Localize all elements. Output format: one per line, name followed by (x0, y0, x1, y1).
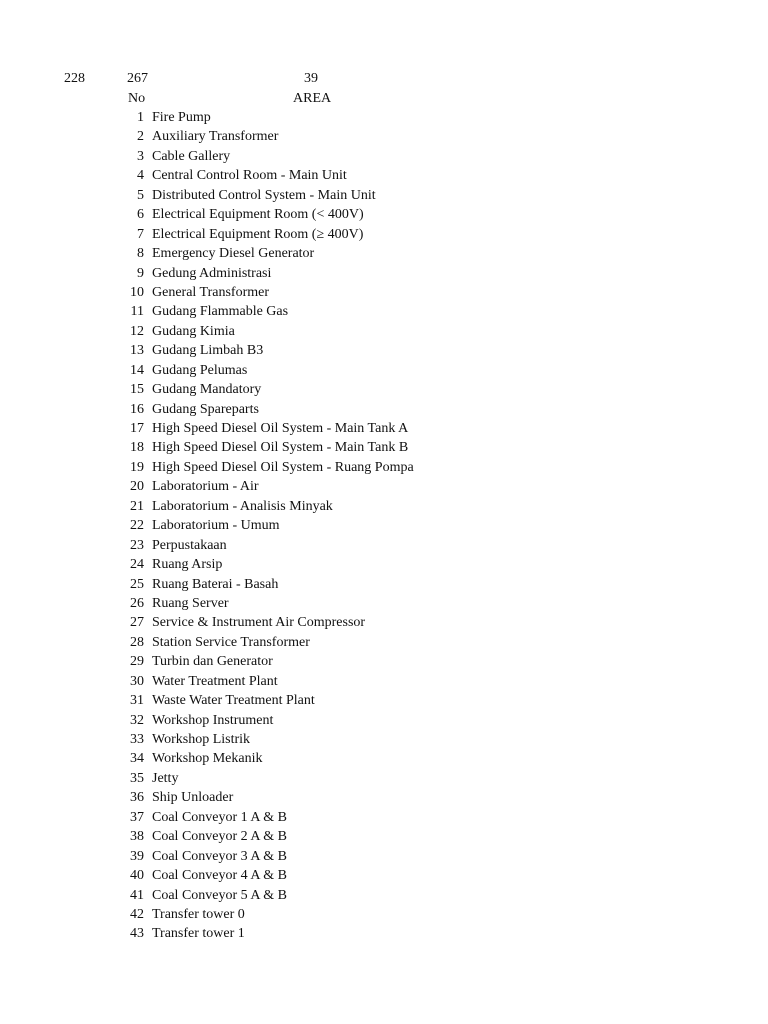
row-area-name: Perpustakaan (152, 537, 227, 553)
list-item (0, 400, 768, 419)
row-number: 26 (130, 595, 144, 611)
row-number: 6 (137, 207, 144, 223)
row-area-name: Transfer tower 1 (152, 926, 245, 942)
row-number: 22 (130, 518, 144, 534)
list-item (0, 866, 768, 885)
list-item (0, 244, 768, 263)
row-number: 20 (130, 479, 144, 495)
row-area-name: Station Service Transformer (152, 634, 310, 650)
list-item (0, 147, 768, 166)
row-number: 4 (137, 168, 144, 184)
list-item (0, 905, 768, 924)
row-number: 28 (130, 634, 144, 650)
row-area-name: High Speed Diesel Oil System - Ruang Pompa (152, 459, 414, 475)
row-number: 3 (137, 148, 144, 164)
row-area-name: Waste Water Treatment Plant (152, 693, 315, 709)
row-area-name: Distributed Control System - Main Unit (152, 187, 376, 203)
row-number: 13 (130, 343, 144, 359)
header-value-3: 39 (304, 71, 318, 86)
column-header-area: AREA (293, 91, 332, 106)
list-item (0, 205, 768, 224)
row-number: 30 (130, 673, 144, 689)
row-area-name: Fire Pump (152, 110, 211, 125)
row-number: 12 (130, 323, 144, 339)
row-number: 1 (137, 110, 144, 125)
row-area-name: Emergency Diesel Generator (152, 246, 315, 262)
row-number: 27 (130, 615, 144, 631)
row-number: 17 (130, 421, 144, 436)
row-number: 7 (137, 226, 144, 242)
row-area-name: Gudang Mandatory (152, 382, 262, 398)
row-number: 25 (130, 576, 144, 592)
row-number: 37 (130, 809, 144, 825)
list-item (0, 847, 768, 866)
list-item (0, 555, 768, 574)
area-list (0, 108, 768, 944)
list-item (0, 808, 768, 827)
row-area-name: Service & Instrument Air Compressor (152, 615, 366, 631)
row-area-name: Laboratorium - Analisis Minyak (152, 498, 333, 514)
row-area-name: Turbin dan Generator (152, 654, 273, 670)
row-area-name: Coal Conveyor 4 A & B (152, 868, 287, 884)
row-number: 11 (130, 304, 144, 320)
row-number: 36 (130, 790, 144, 806)
row-number: 24 (130, 557, 144, 573)
list-item (0, 361, 768, 380)
list-item (0, 536, 768, 555)
list-item (0, 127, 768, 146)
row-area-name: Gudang Pelumas (152, 362, 248, 378)
row-number: 15 (130, 382, 144, 398)
row-area-name: Ruang Arsip (152, 557, 223, 573)
list-item (0, 691, 768, 710)
row-area-name: Workshop Instrument (152, 712, 274, 728)
row-number: 33 (130, 732, 144, 747)
list-item (0, 652, 768, 671)
row-number: 31 (130, 693, 144, 709)
row-number: 5 (137, 187, 144, 203)
row-number: 23 (130, 537, 144, 553)
list-item (0, 322, 768, 341)
list-item (0, 497, 768, 516)
list-item (0, 341, 768, 360)
list-item (0, 458, 768, 477)
row-number: 42 (130, 906, 144, 922)
row-area-name: Laboratorium - Air (152, 479, 259, 495)
row-area-name: High Speed Diesel Oil System - Main Tank A (152, 421, 409, 436)
row-number: 32 (130, 712, 144, 728)
row-area-name: Gudang Flammable Gas (152, 304, 289, 320)
list-item (0, 225, 768, 244)
row-number: 40 (130, 868, 144, 884)
list-item (0, 730, 768, 749)
list-item (0, 886, 768, 905)
row-area-name: Gudang Spareparts (152, 401, 259, 417)
row-number: 9 (137, 265, 144, 281)
row-number: 21 (130, 498, 144, 514)
row-area-name: Workshop Listrik (152, 732, 251, 747)
list-item (0, 438, 768, 457)
row-area-name: Electrical Equipment Room (≥ 400V) (152, 226, 364, 242)
row-area-name: Ruang Server (152, 595, 229, 611)
header-value-1: 228 (64, 71, 85, 86)
row-number: 14 (130, 362, 144, 378)
row-area-name: Cable Gallery (152, 148, 231, 164)
list-item (0, 924, 768, 943)
row-number: 34 (130, 751, 144, 767)
row-number: 38 (130, 829, 144, 845)
column-header-no: No (128, 91, 146, 106)
row-number: 8 (137, 246, 144, 262)
list-item (0, 827, 768, 846)
row-area-name: Ruang Baterai - Basah (152, 576, 279, 592)
list-item (0, 166, 768, 185)
list-item (0, 594, 768, 613)
list-item (0, 283, 768, 302)
row-area-name: Transfer tower 0 (152, 906, 245, 922)
row-number: 29 (130, 654, 144, 670)
row-number: 2 (137, 129, 144, 145)
row-area-name: Coal Conveyor 5 A & B (152, 887, 287, 903)
list-item (0, 613, 768, 632)
row-area-name: Auxiliary Transformer (152, 129, 279, 145)
row-number: 41 (130, 887, 144, 903)
row-area-name: Workshop Mekanik (152, 751, 263, 767)
list-item (0, 633, 768, 652)
list-item (0, 264, 768, 283)
list-item (0, 749, 768, 768)
list-item (0, 516, 768, 535)
list-item (0, 711, 768, 730)
row-area-name: Ship Unloader (152, 790, 234, 806)
list-item (0, 108, 768, 127)
list-item (0, 575, 768, 594)
list-item (0, 672, 768, 691)
list-item (0, 769, 768, 788)
row-number: 16 (130, 401, 144, 417)
row-number: 35 (130, 770, 144, 786)
list-item (0, 186, 768, 205)
list-item (0, 419, 768, 438)
row-area-name: Water Treatment Plant (152, 673, 278, 689)
row-area-name: Electrical Equipment Room (< 400V) (152, 207, 364, 223)
row-number: 43 (130, 926, 144, 942)
row-area-name: High Speed Diesel Oil System - Main Tank B (152, 440, 409, 456)
row-area-name: Coal Conveyor 1 A & B (152, 809, 287, 825)
list-item (0, 477, 768, 496)
row-area-name: Gudang Kimia (152, 323, 235, 339)
row-number: 10 (130, 284, 144, 300)
row-area-name: Laboratorium - Umum (152, 518, 280, 534)
row-number: 18 (130, 440, 144, 456)
row-area-name: Central Control Room - Main Unit (152, 168, 347, 184)
row-area-name: Coal Conveyor 2 A & B (152, 829, 287, 845)
list-item (0, 380, 768, 399)
row-area-name: Jetty (152, 770, 179, 786)
list-item (0, 788, 768, 807)
list-item (0, 302, 768, 321)
row-area-name: Coal Conveyor 3 A & B (152, 848, 287, 864)
row-area-name: General Transformer (152, 284, 270, 300)
row-number: 19 (130, 459, 144, 475)
row-area-name: Gedung Administrasi (152, 265, 272, 281)
row-number: 39 (130, 848, 144, 864)
header-value-2: 267 (127, 71, 148, 86)
row-area-name: Gudang Limbah B3 (152, 343, 264, 359)
